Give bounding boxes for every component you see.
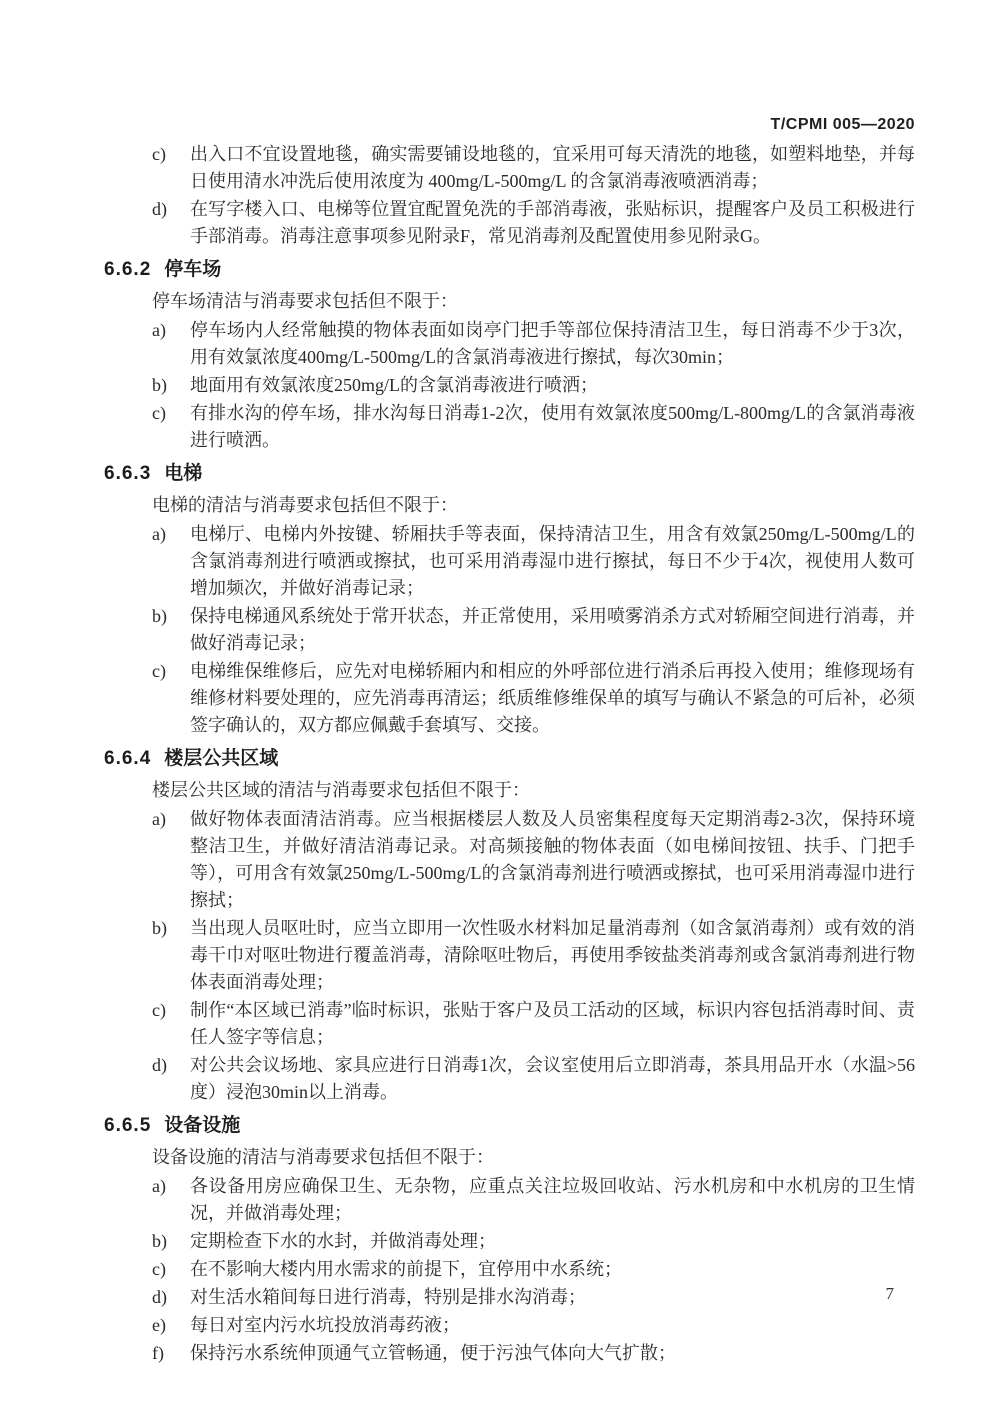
section-title: 电梯 <box>164 463 203 484</box>
list-item <box>152 1173 915 1227</box>
section-elevator <box>104 460 915 739</box>
list-item-text: 电梯维保维修后，应先对电梯轿厢内和相应的外呼部位进行消杀后再投入使用；维修现场有维修材料要处理的，应先消毒再清运；纸质维修维保单的填写与确认不紧急的可后补，必须签字确认的，双方都应佩戴手套填写、交接。 <box>190 661 915 735</box>
list-item-text: 在写字楼入口、电梯等位置宜配置免洗的手部消毒液，张贴标识，提醒客户及员工积极进行手部消毒。消毒注意事项参见附录F，常见消毒剂及配置使用参见附录G。 <box>190 199 915 246</box>
list-item <box>152 1228 915 1255</box>
section-floor-public-area <box>104 745 915 1106</box>
section-title: 设备设施 <box>164 1115 241 1136</box>
list-item-label: b) <box>152 606 167 626</box>
section-heading <box>104 460 915 487</box>
list-item-label: c) <box>152 1000 166 1020</box>
document-content <box>104 141 915 1367</box>
list-item-text: 对生活水箱间每日进行消毒，特别是排水沟消毒； <box>190 1287 586 1307</box>
list-item-label: d) <box>152 199 167 219</box>
list-item-text: 在不影响大楼内用水需求的前提下，宜停用中水系统； <box>190 1259 622 1279</box>
list-item-label: a) <box>152 524 166 544</box>
list-item-label: b) <box>152 375 167 395</box>
list-item-text: 保持电梯通风系统处于常开状态，并正常使用，采用喷雾消杀方式对轿厢空间进行消毒，并做好消毒记录； <box>190 606 915 653</box>
list-item <box>152 1340 915 1367</box>
list-item <box>152 400 915 454</box>
section-equipment-facilities <box>104 1112 915 1367</box>
list-item <box>152 372 915 399</box>
list-item <box>152 1284 915 1311</box>
list-item-label: b) <box>152 1231 167 1251</box>
list-item-text: 电梯厅、电梯内外按键、轿厢扶手等表面，保持清洁卫生，用含有效氯250mg/L-500mg/L的含氯消毒剂进行喷洒或擦拭，也可采用消毒湿巾进行擦拭，每日不少于4次，视使用人数可增加频次，并做好消毒记录； <box>190 524 915 598</box>
list-item-text: 当出现人员呕吐时，应当立即用一次性吸水材料加足量消毒剂（如含氯消毒剂）或有效的消毒干巾对呕吐物进行覆盖消毒，清除呕吐物后，再使用季铵盐类消毒剂或含氯消毒剂进行物体表面消毒处理； <box>190 918 915 992</box>
section-parking <box>104 256 915 454</box>
list-item <box>152 141 915 195</box>
list-item <box>152 1312 915 1339</box>
section-intro: 楼层公共区域的清洁与消毒要求包括但不限于： <box>152 780 530 800</box>
list-item-label: c) <box>152 661 166 681</box>
section-intro: 电梯的清洁与消毒要求包括但不限于： <box>152 495 458 515</box>
list-item <box>152 1256 915 1283</box>
section-number: 6.6.4 <box>104 748 152 769</box>
list-item-label: d) <box>152 1055 167 1075</box>
section-number: 6.6.5 <box>104 1115 152 1136</box>
list-item <box>152 1052 915 1106</box>
section-intro: 设备设施的清洁与消毒要求包括但不限于： <box>152 1147 494 1167</box>
section-number: 6.6.2 <box>104 259 152 280</box>
section-heading <box>104 256 915 283</box>
section-intro: 停车场清洁与消毒要求包括但不限于： <box>152 291 458 311</box>
section-title: 楼层公共区域 <box>164 748 279 769</box>
list-item-label: c) <box>152 403 166 423</box>
list-item-text: 有排水沟的停车场，排水沟每日消毒1-2次，使用有效氯浓度500mg/L-800mg/L的含氯消毒液进行喷洒。 <box>190 403 915 450</box>
list-item <box>152 603 915 657</box>
list-item-text: 制作“本区域已消毒”临时标识，张贴于客户及员工活动的区域，标识内容包括消毒时间、责任人签字等信息； <box>190 1000 915 1047</box>
list-item-label: a) <box>152 1176 166 1196</box>
list-item <box>152 658 915 739</box>
list-item-text: 停车场内人经常触摸的物体表面如岗亭门把手等部位保持清洁卫生，每日消毒不少于3次，用有效氯浓度400mg/L-500mg/L的含氯消毒液进行擦拭，每次30min； <box>190 320 915 367</box>
list-item <box>152 196 915 250</box>
list-item-label: a) <box>152 809 166 829</box>
list-item-text: 做好物体表面清洁消毒。应当根据楼层人数及人员密集程度每天定期消毒2-3次，保持环境整洁卫生，并做好清洁消毒记录。对高频接触的物体表面（如电梯间按钮、扶手、门把手等），可用含有效氯250mg/L-500mg/L的含氯消毒剂进行喷洒或擦拭，也可采用消毒湿巾进行擦拭； <box>190 809 915 910</box>
list-item-label: d) <box>152 1287 167 1307</box>
list-item <box>152 915 915 996</box>
list-item-text: 出入口不宜设置地毯，确实需要铺设地毯的，宜采用可每天清洗的地毯，如塑料地垫，并每日使用清水冲洗后使用浓度为 400mg/L-500mg/L 的含氯消毒液喷洒消毒； <box>190 144 915 191</box>
list-item-text: 对公共会议场地、家具应进行日消毒1次，会议室使用后立即消毒，茶具用品开水（水温>56度）浸泡30min以上消毒。 <box>190 1055 915 1102</box>
list-item-text: 各设备用房应确保卫生、无杂物，应重点关注垃圾回收站、污水机房和中水机房的卫生情况，并做消毒处理； <box>190 1176 915 1223</box>
doc-number: T/CPMI 005—2020 <box>770 116 915 133</box>
list-item-label: c) <box>152 144 166 164</box>
list-item-text: 每日对室内污水坑投放消毒药液； <box>190 1315 460 1335</box>
section-number: 6.6.3 <box>104 463 152 484</box>
list-item <box>152 317 915 371</box>
list-item-label: a) <box>152 320 166 340</box>
list-item-label: b) <box>152 918 167 938</box>
list-item-label: f) <box>152 1343 164 1363</box>
list-item <box>152 521 915 602</box>
section-heading <box>104 745 915 772</box>
list-item-label: e) <box>152 1315 166 1335</box>
page-number: 7 <box>885 1284 894 1303</box>
list-item <box>152 997 915 1051</box>
list-item <box>152 806 915 914</box>
list-item-text: 定期检查下水的水封，并做消毒处理； <box>190 1231 496 1251</box>
section-heading <box>104 1112 915 1139</box>
section-title: 停车场 <box>164 259 222 280</box>
list-item-text: 地面用有效氯浓度250mg/L的含氯消毒液进行喷洒； <box>190 375 598 395</box>
list-item-label: c) <box>152 1259 166 1279</box>
list-item-text: 保持污水系统伸顶通气立管畅通，便于污浊气体向大气扩散； <box>190 1343 676 1363</box>
